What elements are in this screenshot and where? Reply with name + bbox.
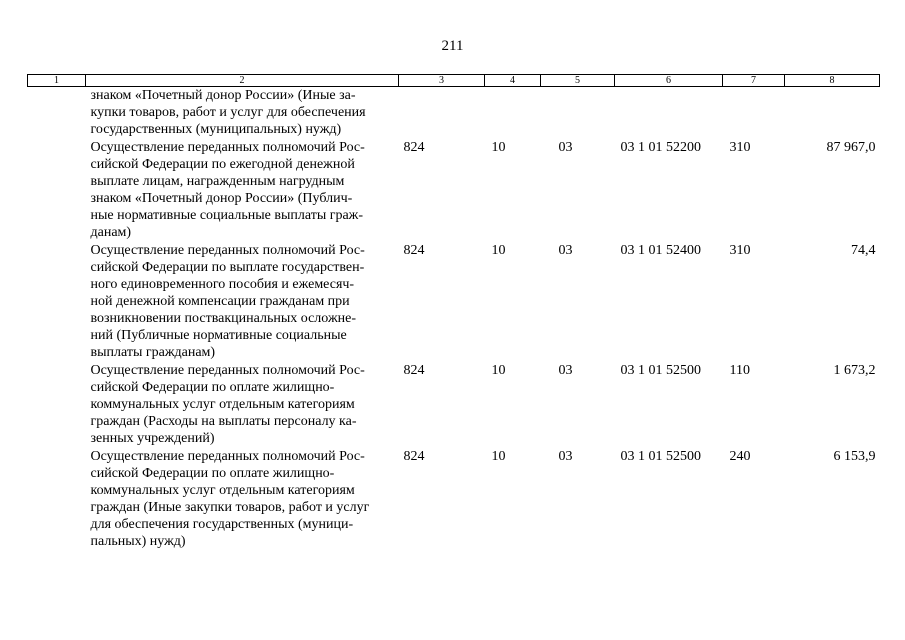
description-line: коммунальных услуг отдельным категориям [90,483,355,498]
description-line: Осуществление переданных полномочий Рос- [90,243,365,258]
cell-ministry-code: 824 [403,363,425,378]
cell-ministry-code: 824 [403,243,425,258]
description-line: государственных (муниципальных) нужд) [90,122,342,137]
cell-amount [785,87,880,140]
cell-description [86,139,399,242]
cell-expense-type: 310 [729,243,751,258]
budget-table [27,74,880,551]
cell-amount: 87 967,0 [826,140,876,155]
cell-target-article: 03 1 01 52500 [620,449,701,464]
cell-amount: 1 673,2 [833,363,876,378]
cell-section: 10 [491,243,506,258]
cell-ministry-code [399,87,485,140]
cell-subsection: 03 [558,243,573,258]
description-line: ные нормативные социальные выплаты граж- [90,208,364,223]
description-line: коммунальных услуг отдельным категориям [90,397,355,412]
description-line: Осуществление переданных полномочий Рос- [90,449,365,464]
column-number: 8 [785,75,880,87]
cell-expense-type: 240 [729,449,751,464]
cell-index [28,87,86,140]
cell-description [86,362,399,448]
description-line: Осуществление переданных полномочий Рос- [90,363,365,378]
cell-target-article: 03 1 01 52200 [620,140,701,155]
cell-description [86,242,399,362]
column-number: 2 [86,75,399,87]
description-line: ного единовременного пособия и ежемесяч- [90,277,355,292]
cell-target-article [615,87,723,140]
description-line: сийской Федерации по ежегодной денежной [90,157,355,172]
column-number: 6 [615,75,723,87]
cell-expense-type: 310 [729,140,751,155]
cell-target-article: 03 1 01 52500 [620,363,701,378]
description-line: знаком «Почетный донор России» (Иные за- [90,88,356,103]
cell-section: 10 [491,140,506,155]
description-line: знаком «Почетный донор России» (Публич- [90,191,353,206]
cell-ministry-code: 824 [403,140,425,155]
cell-description [86,87,399,140]
cell-section: 10 [491,363,506,378]
description-line: сийской Федерации по оплате жилищно- [90,380,335,395]
description-line: возникновении поствакцинальных осложне- [90,311,356,326]
column-number-row [28,75,880,87]
cell-index [28,139,86,242]
cell-expense-type: 110 [729,363,750,378]
description-line: сийской Федерации по оплате жилищно- [90,466,335,481]
description-line: ний (Публичные нормативные социальные [90,328,347,343]
description-line: пальных) нужд) [90,534,186,549]
cell-section: 10 [491,449,506,464]
cell-subsection: 03 [558,363,573,378]
column-number: 5 [541,75,615,87]
description-line: купки товаров, работ и услуг для обеспечения [90,105,366,120]
cell-amount: 74,4 [851,243,876,258]
description-line: граждан (Иные закупки товаров, работ и услуг [90,500,370,515]
description-line: для обеспечения государственных (муници- [90,517,354,532]
cell-index [28,448,86,551]
table-row [28,87,880,140]
column-number: 1 [28,75,86,87]
table-row [28,448,880,551]
cell-subsection: 03 [558,140,573,155]
cell-section [485,87,541,140]
cell-description [86,448,399,551]
cell-subsection [541,87,615,140]
cell-target-article: 03 1 01 52400 [620,243,701,258]
description-line: данам) [90,225,132,240]
column-number: 7 [723,75,785,87]
cell-amount: 6 153,9 [833,449,876,464]
description-line: сийской Федерации по выплате государствен- [90,260,365,275]
table-row [28,362,880,448]
description-line: Осуществление переданных полномочий Рос- [90,140,365,155]
cell-index [28,242,86,362]
cell-subsection: 03 [558,449,573,464]
description-line: граждан (Расходы на выплаты персоналу ка- [90,414,357,429]
table-row [28,139,880,242]
page-number: 211 [441,38,464,54]
cell-expense-type [723,87,785,140]
column-number: 3 [399,75,485,87]
description-line: зенных учреждений) [90,431,215,446]
cell-ministry-code: 824 [403,449,425,464]
description-line: ной денежной компенсации гражданам при [90,294,350,309]
table-row [28,242,880,362]
cell-index [28,362,86,448]
column-number: 4 [485,75,541,87]
description-line: выплате лицам, награжденным нагрудным [90,174,345,189]
description-line: выплаты гражданам) [90,345,216,360]
